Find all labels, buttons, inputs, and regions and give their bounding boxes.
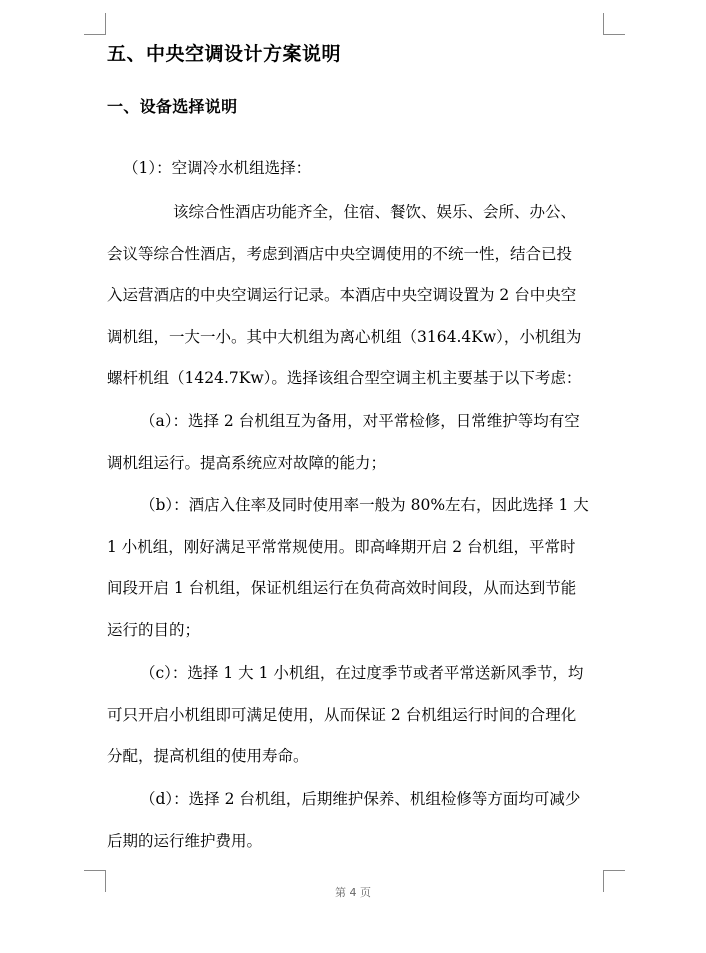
subsection-label-block <box>107 148 604 190</box>
paragraph-line: 该综合性酒店功能齐全，住宿、餐饮、娱乐、会所、办公、 <box>173 203 577 221</box>
paragraph-line: 后期的运行维护费用。 <box>107 831 263 850</box>
subsection-label: （1）：空调冷水机组选择： <box>123 159 312 177</box>
paragraph-point-d <box>107 779 604 862</box>
paragraph-line: 可只开启小机组即可满足使用，从而保证 2 台机组运行时间的合理化 <box>107 705 577 724</box>
paragraph-line: 1 小机组，刚好满足平常常规使用。即高峰期开启 2 台机组，平常时 <box>107 537 576 556</box>
paragraph-line: 入运营酒店的中央空调运行记录。本酒店中央空调设置为 2 台中央空 <box>107 286 577 305</box>
crop-mark-top-right-v <box>603 13 604 35</box>
section-heading: 一、设备选择说明 <box>107 97 238 116</box>
paragraph-line: （d）：选择 2 台机组，后期维护保养、机组检修等方面均可减少 <box>140 790 581 808</box>
paragraph-line: 分配，提高机组的使用寿命。 <box>107 747 309 766</box>
paragraph-point-b <box>107 485 604 651</box>
crop-mark-bottom-left-h <box>84 870 106 871</box>
paragraph-line: 调机组运行。提高系统应对故障的能力； <box>107 453 387 472</box>
crop-mark-top-left-h <box>84 34 106 35</box>
document-title: 五、中央空调设计方案说明 <box>107 43 342 65</box>
paragraph-point-a <box>107 401 604 484</box>
paragraph-point-c <box>107 653 604 778</box>
crop-mark-top-right-h <box>603 34 625 35</box>
page-number-footer: 第 4 页 <box>335 886 371 899</box>
paragraph-line: （c）：选择 1 大 1 小机组，在过度季节或者平常送新风季节，均 <box>140 664 584 682</box>
paragraph-line: （b）：酒店入住率及同时使用率一般为 80%左右，因此选择 1 大 <box>140 496 589 514</box>
paragraph-line: 会议等综合性酒店，考虑到酒店中央空调使用的不统一性，结合已投 <box>107 244 573 263</box>
paragraph-intro <box>107 192 604 400</box>
paragraph-line: 运行的目的； <box>107 620 201 639</box>
paragraph-line: （a）：选择 2 台机组互为备用，对平常检修，日常维护等均有空 <box>140 412 580 430</box>
crop-mark-top-left-v <box>105 13 106 35</box>
paragraph-line: 间段开启 1 台机组，保证机组运行在负荷高效时间段，从而达到节能 <box>107 579 577 598</box>
paragraph-line: 调机组，一大一小。其中大机组为离心机组（3164.4Kw），小机组为 <box>107 327 582 346</box>
crop-mark-bottom-right-h <box>603 870 625 871</box>
paragraph-line: 螺杆机组（1424.7Kw）。选择该组合型空调主机主要基于以下考虑： <box>107 369 582 388</box>
